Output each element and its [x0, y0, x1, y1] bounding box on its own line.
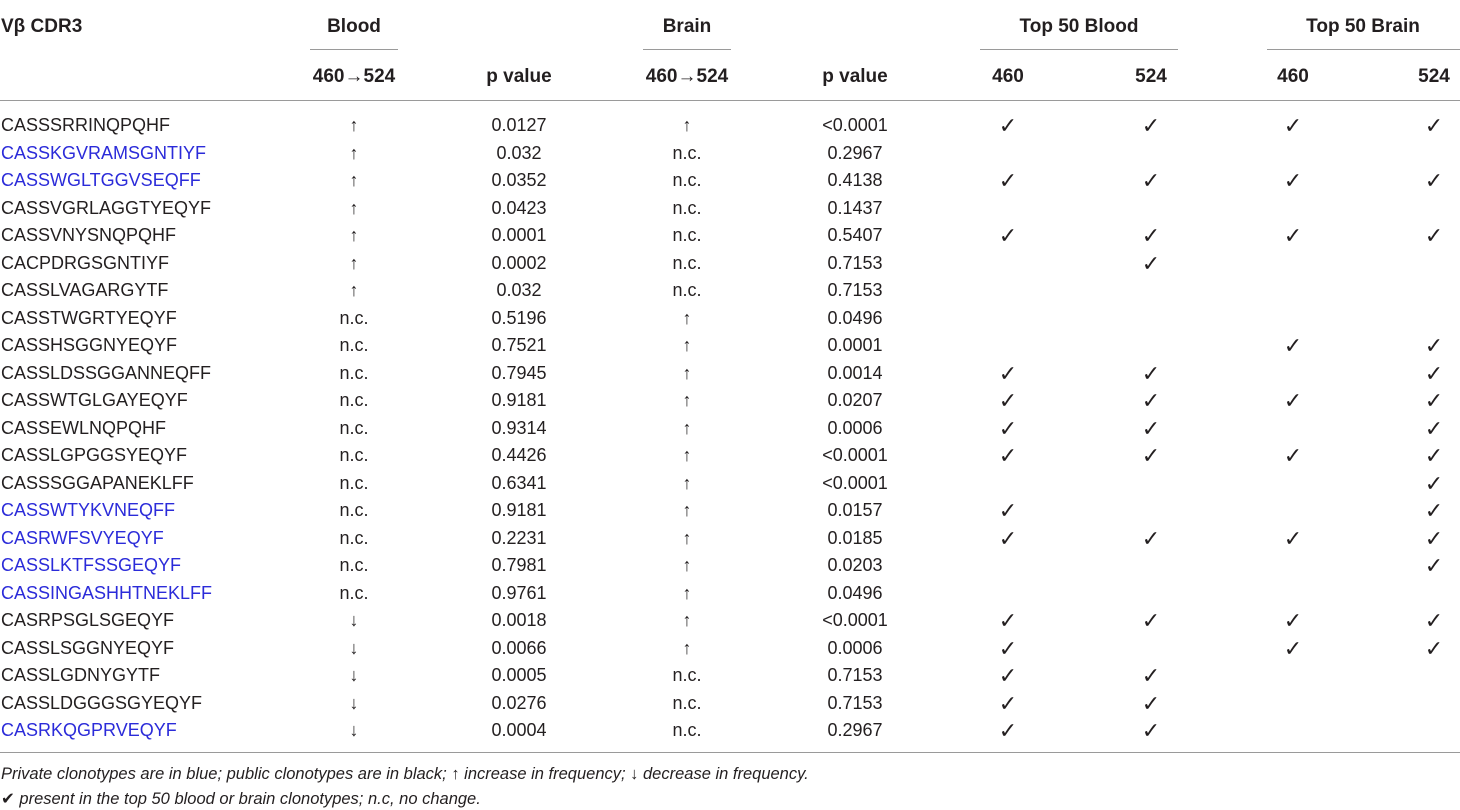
top50-blood-524-check: ✓	[1141, 525, 1161, 551]
brain-change: ↑	[682, 610, 692, 630]
top50-blood-524-check: ✓	[1141, 443, 1161, 468]
brain-p-value: 0.0157	[827, 500, 883, 520]
blood-change: ↑	[349, 280, 359, 300]
blood-change: n.c.	[339, 527, 369, 548]
blood-change: ↓	[349, 665, 359, 685]
blood-change: ↓	[349, 637, 359, 658]
blood-p-value: 0.9314	[491, 417, 547, 438]
brain-change: ↑	[682, 362, 692, 383]
table-row	[0, 305, 1460, 333]
blood-change: ↓	[349, 720, 359, 740]
cdr3-sequence: CASSKGVRAMSGNTIYF	[1, 142, 207, 163]
brain-p-value: 0.0006	[827, 637, 883, 658]
top50-blood-524-check: ✓	[1141, 663, 1161, 688]
footnote-2	[1, 789, 481, 809]
blood-p-value: 0.6341	[491, 472, 547, 493]
brain-p-value: 0.0185	[827, 527, 883, 548]
table-row	[0, 277, 1460, 305]
top50-brain-524-check: ✓	[1424, 470, 1444, 496]
brain-change: n.c.	[672, 170, 702, 190]
header-top50-brain: Top 50 Brain	[1306, 16, 1420, 37]
table-row	[0, 442, 1460, 470]
brain-change: ↑	[682, 115, 692, 135]
brain-p-value: 0.7153	[827, 252, 883, 273]
blood-p-value: 0.032	[496, 142, 542, 163]
top50-brain-460-check: ✓	[1283, 635, 1303, 661]
brain-change: ↑	[682, 500, 692, 520]
top50-brain-524-check: ✓	[1424, 360, 1444, 386]
cdr3-sequence: CASSSGGAPANEKLFF	[1, 472, 194, 493]
blood-change: n.c.	[339, 582, 369, 603]
header-t50brain-460: 460	[1277, 66, 1309, 87]
header-t50brain-524: 524	[1418, 66, 1450, 87]
blood-change: ↑	[349, 225, 359, 245]
table-row	[0, 717, 1460, 745]
top50-blood-524-check: ✓	[1141, 718, 1161, 743]
table-row	[0, 497, 1460, 525]
cdr3-sequence: CASSWTGLGAYEQYF	[1, 390, 188, 410]
top50-blood-524-check: ✓	[1141, 388, 1161, 413]
top50-blood-524-check: ✓	[1141, 113, 1161, 138]
blood-change: ↑	[349, 197, 359, 218]
table-row	[0, 360, 1460, 388]
top50-blood-524-check: ✓	[1141, 608, 1161, 633]
top50-blood-524-check: ✓	[1141, 223, 1161, 248]
brain-change: n.c.	[672, 665, 702, 685]
blood-change: n.c.	[339, 500, 369, 520]
cdr3-sequence: CASSLGDNYGYTF	[1, 665, 161, 685]
top50-blood-460-check: ✓	[998, 663, 1018, 688]
top50-brain-524-check: ✓	[1424, 498, 1444, 523]
blood-p-value: 0.0423	[491, 197, 547, 218]
cdr3-sequence: CASSEWLNQPQHF	[1, 417, 167, 438]
top50-blood-524-check: ✓	[1141, 168, 1161, 193]
brain-p-value: 0.0014	[827, 362, 883, 383]
cdr3-sequence: CACPDRGSGNTIYF	[1, 252, 170, 273]
blood-p-value: 0.0002	[491, 252, 547, 273]
check-icon: ✔	[1, 790, 15, 808]
top50-blood-460-check: ✓	[998, 223, 1018, 248]
brain-change: n.c.	[672, 197, 702, 218]
blood-change: n.c.	[339, 555, 369, 575]
blood-p-value: 0.9181	[491, 500, 547, 520]
table-row	[0, 470, 1460, 498]
brain-p-value: <0.0001	[822, 610, 888, 630]
top50-blood-524-check: ✓	[1141, 690, 1161, 716]
brain-change: n.c.	[672, 225, 702, 245]
table-row	[0, 525, 1460, 553]
cdr3-sequence: CASSLKTFSSGEQYF	[1, 555, 182, 575]
cdr3-sequence: CASSLVAGARGYTF	[1, 280, 169, 300]
brain-change: ↑	[682, 472, 692, 493]
top50-blood-460-check: ✓	[998, 113, 1018, 138]
footnote-2-text: present in the top 50 blood or brain clonotypes; n.c, no change.	[14, 790, 481, 808]
table-row	[0, 552, 1460, 580]
table-row	[0, 140, 1460, 168]
header-blood-p: p value	[486, 66, 552, 87]
top50-brain-524-check: ✓	[1424, 608, 1444, 633]
brain-p-value: 0.7153	[827, 280, 883, 300]
table-row	[0, 635, 1460, 663]
table-row	[0, 387, 1460, 415]
brain-change: ↑	[682, 307, 692, 328]
brain-change: n.c.	[672, 252, 702, 273]
top50-blood-460-check: ✓	[998, 415, 1018, 441]
blood-p-value: 0.0127	[491, 115, 547, 135]
cdr3-sequence: CASSLGPGGSYEQYF	[1, 445, 188, 465]
blood-change: ↑	[349, 142, 359, 163]
brain-p-value: 0.0496	[827, 582, 883, 603]
top50-brain-460-check: ✓	[1283, 333, 1303, 358]
top50-brain-460-check: ✓	[1283, 525, 1303, 551]
brain-p-value: 0.0001	[827, 335, 883, 355]
brain-change: ↑	[682, 390, 692, 410]
brain-change: n.c.	[672, 692, 702, 713]
brain-p-value: 0.4138	[827, 170, 883, 190]
cdr3-sequence: CASRWFSVYEQYF	[1, 527, 164, 548]
table-row	[0, 607, 1460, 635]
top50-blood-underline	[980, 49, 1178, 50]
blood-p-value: 0.2231	[491, 527, 547, 548]
top50-brain-460-check: ✓	[1283, 443, 1303, 468]
brain-p-value: <0.0001	[822, 445, 888, 465]
blood-change: n.c.	[339, 390, 369, 410]
brain-p-value: 0.5407	[827, 225, 883, 245]
top50-blood-524-check: ✓	[1141, 250, 1161, 276]
table-row	[0, 415, 1460, 443]
top50-blood-460-check: ✓	[998, 360, 1018, 386]
top50-brain-524-check: ✓	[1424, 113, 1444, 138]
table-row	[0, 332, 1460, 360]
top50-brain-460-check: ✓	[1283, 223, 1303, 248]
brain-p-value: 0.7153	[827, 692, 883, 713]
brain-p-value: 0.0207	[827, 390, 883, 410]
blood-change: n.c.	[339, 417, 369, 438]
blood-p-value: 0.0001	[491, 225, 547, 245]
table-row	[0, 690, 1460, 718]
top50-brain-underline	[1267, 49, 1460, 50]
header-blood: Blood	[327, 16, 381, 37]
top50-brain-524-check: ✓	[1424, 443, 1444, 468]
table-row	[0, 250, 1460, 278]
header-rule	[0, 100, 1460, 101]
header-t50blood-460: 460	[992, 66, 1024, 87]
top50-brain-524-check: ✓	[1424, 168, 1444, 193]
brain-p-value: 0.7153	[827, 665, 883, 685]
top50-brain-524-check: ✓	[1424, 388, 1444, 413]
brain-change: ↑	[682, 527, 692, 548]
blood-p-value: 0.7521	[491, 335, 547, 355]
cdr3-sequence: CASSHSGGNYEQYF	[1, 335, 178, 355]
blood-p-value: 0.0004	[491, 720, 547, 740]
table-row	[0, 580, 1460, 608]
blood-change: n.c.	[339, 362, 369, 383]
header-brain: Brain	[662, 16, 712, 37]
brain-change: ↑	[682, 637, 692, 658]
cdr3-sequence: CASRPSGLSGEQYF	[1, 610, 175, 630]
blood-p-value: 0.9761	[491, 582, 547, 603]
blood-p-value: 0.0066	[491, 637, 547, 658]
blood-p-value: 0.032	[496, 280, 542, 300]
cdr3-sequence: CASRKQGPRVEQYF	[1, 720, 177, 740]
cdr3-sequence: CASSLDGGGSGYEQYF	[1, 692, 203, 713]
blood-change: ↓	[349, 610, 359, 630]
blood-change: ↑	[349, 252, 359, 273]
brain-change: n.c.	[672, 720, 702, 740]
blood-change: n.c.	[339, 445, 369, 465]
bottom-rule	[0, 752, 1460, 753]
header-t50blood-524: 524	[1135, 66, 1167, 87]
top50-blood-460-check: ✓	[998, 388, 1018, 413]
top50-blood-460-check: ✓	[998, 443, 1018, 468]
table-row	[0, 662, 1460, 690]
top50-brain-524-check: ✓	[1424, 525, 1444, 551]
cdr3-sequence: CASSWTYKVNEQFF	[1, 500, 176, 520]
cdr3-sequence: CASSINGASHHTNEKLFF	[1, 582, 213, 603]
brain-change: ↑	[682, 335, 692, 355]
top50-blood-460-check: ✓	[998, 525, 1018, 551]
blood-change: ↑	[349, 170, 359, 190]
cdr3-sequence: CASSVGRLAGGTYEQYF	[1, 197, 212, 218]
top50-brain-524-check: ✓	[1424, 415, 1444, 441]
header-brain-p: p value	[822, 66, 888, 87]
blood-p-value: 0.7981	[491, 555, 547, 575]
cdr3-sequence: CASSSRRINQPQHF	[1, 115, 171, 135]
brain-change: ↑	[682, 417, 692, 438]
top50-brain-460-check: ✓	[1283, 388, 1303, 413]
brain-p-value: <0.0001	[822, 115, 888, 135]
brain-p-value: 0.1437	[827, 197, 883, 218]
cdr3-sequence: CASSVNYSNQPQHF	[1, 225, 177, 245]
blood-underline	[310, 49, 398, 50]
brain-change: n.c.	[672, 280, 702, 300]
top50-blood-524-check: ✓	[1141, 415, 1161, 441]
top50-blood-460-check: ✓	[998, 718, 1018, 743]
table-row	[0, 195, 1460, 223]
top50-blood-460-check: ✓	[998, 635, 1018, 661]
footnote-1: Private clonotypes are in blue; public clonotypes are in black; ↑ increase in frequency; ↓ decrease in frequency.	[1, 765, 809, 783]
blood-change: n.c.	[339, 472, 369, 493]
table-row	[0, 167, 1460, 195]
cdr3-sequence: CASSTWGRTYEQYF	[1, 307, 177, 328]
blood-p-value: 0.0018	[491, 610, 547, 630]
blood-p-value: 0.4426	[491, 445, 547, 465]
blood-p-value: 0.5196	[491, 307, 547, 328]
top50-brain-524-check: ✓	[1424, 553, 1444, 578]
top50-blood-460-check: ✓	[998, 690, 1018, 716]
table-row	[0, 112, 1460, 140]
brain-change: ↑	[682, 582, 692, 603]
top50-blood-460-check: ✓	[998, 498, 1018, 523]
brain-p-value: 0.2967	[827, 142, 883, 163]
blood-p-value: 0.9181	[491, 390, 547, 410]
blood-p-value: 0.0276	[491, 692, 547, 713]
top50-brain-460-check: ✓	[1283, 608, 1303, 633]
top50-blood-460-check: ✓	[998, 608, 1018, 633]
brain-change: ↑	[682, 445, 692, 465]
top50-blood-524-check: ✓	[1141, 360, 1161, 386]
brain-underline	[643, 49, 731, 50]
header-blood-change: 460→524	[312, 66, 396, 87]
blood-change: n.c.	[339, 335, 369, 355]
brain-p-value: 0.0496	[827, 307, 883, 328]
table-row	[0, 222, 1460, 250]
blood-p-value: 0.0005	[491, 665, 547, 685]
blood-change: n.c.	[339, 307, 369, 328]
cdr3-sequence: CASSLSGGNYEQYF	[1, 637, 175, 658]
cdr3-sequence: CASSLDSSGGANNEQFF	[1, 362, 212, 383]
brain-change: ↑	[682, 555, 692, 575]
brain-p-value: <0.0001	[822, 472, 888, 493]
cdr3-sequence: CASSWGLTGGVSEQFF	[1, 170, 201, 190]
top50-brain-524-check: ✓	[1424, 635, 1444, 661]
blood-p-value: 0.0352	[491, 170, 547, 190]
top50-brain-460-check: ✓	[1283, 113, 1303, 138]
blood-p-value: 0.7945	[491, 362, 547, 383]
blood-change: ↑	[349, 115, 359, 135]
brain-p-value: 0.0006	[827, 417, 883, 438]
top50-brain-524-check: ✓	[1424, 223, 1444, 248]
top50-brain-524-check: ✓	[1424, 333, 1444, 358]
header-top50-blood: Top 50 Blood	[1019, 16, 1139, 37]
blood-change: ↓	[349, 692, 359, 713]
header-brain-change: 460→524	[645, 66, 729, 87]
header-vb-cdr3: Vβ CDR3	[1, 16, 83, 37]
brain-p-value: 0.2967	[827, 720, 883, 740]
top50-blood-460-check: ✓	[998, 168, 1018, 193]
brain-change: n.c.	[672, 142, 702, 163]
brain-p-value: 0.0203	[827, 555, 883, 575]
top50-brain-460-check: ✓	[1283, 168, 1303, 193]
